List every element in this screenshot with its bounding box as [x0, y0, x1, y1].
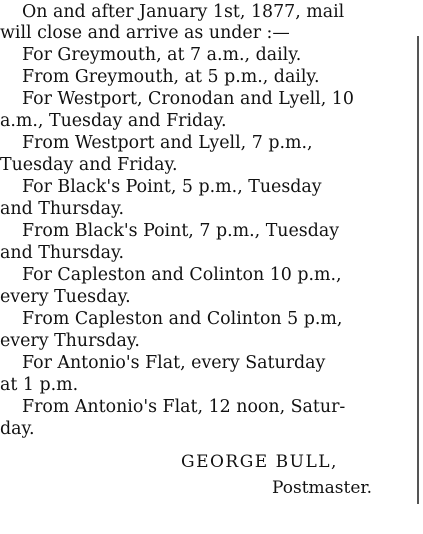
- notice-line: For Capleston and Colinton 10 p.m.,: [22, 265, 342, 285]
- signature-name: GEORGE BULL,: [181, 452, 338, 472]
- notice-line: Tuesday and Friday.: [0, 155, 178, 175]
- notice-line: a.m., Tuesday and Friday.: [0, 111, 227, 131]
- notice-line: From Capleston and Colinton 5 p.m,: [22, 309, 343, 329]
- notice-line: For Westport, Cronodan and Lyell, 10: [22, 89, 354, 109]
- notice-line: On and after January 1st, 1877, mail: [22, 2, 345, 22]
- notice-line: For Greymouth, at 7 a.m., daily.: [22, 45, 302, 65]
- notice-line: every Tuesday.: [0, 287, 131, 307]
- notice-line: For Antonio's Flat, every Saturday: [22, 353, 326, 373]
- notice-line: and Thursday.: [0, 199, 125, 219]
- notice-line: every Thursday.: [0, 331, 140, 351]
- notice-line: at 1 p.m.: [0, 375, 79, 395]
- notice-line: and Thursday.: [0, 243, 125, 263]
- notice-line: From Greymouth, at 5 p.m., daily.: [22, 67, 320, 87]
- column-rule: [417, 36, 419, 504]
- notice-line: From Westport and Lyell, 7 p.m.,: [22, 133, 313, 153]
- notice-line: From Black's Point, 7 p.m., Tuesday: [22, 221, 340, 241]
- signature-title: Postmaster.: [272, 478, 373, 498]
- notice-line: will close and arrive as under :—: [0, 23, 290, 43]
- notice-line: day.: [0, 419, 35, 439]
- notice-line: From Antonio's Flat, 12 noon, Satur-: [22, 397, 346, 417]
- notice-line: For Black's Point, 5 p.m., Tuesday: [22, 177, 322, 197]
